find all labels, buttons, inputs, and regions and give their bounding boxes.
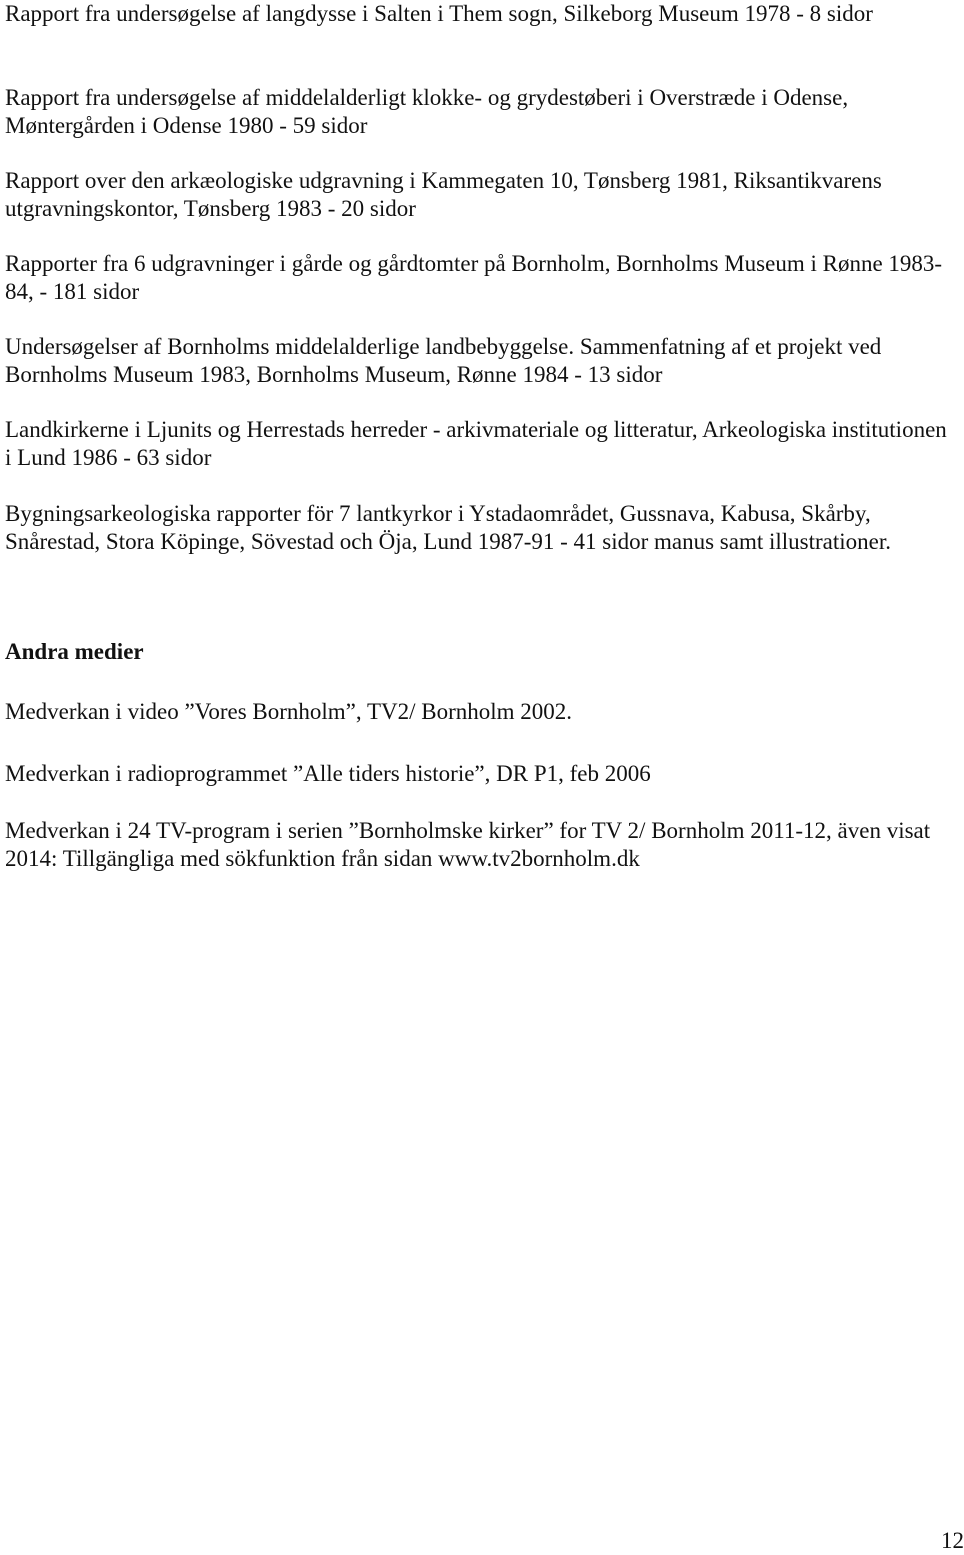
report-entry: Rapporter fra 6 udgravninger i gårde og gårdtomter på Bornholm, Bornholms Museum i Rønne 1983-84, - 181 sidor bbox=[5, 251, 943, 304]
media-entry: Medverkan i video ”Vores Bornholm”, TV2/ Bornholm 2002. bbox=[5, 699, 573, 724]
report-entry: Undersøgelser af Bornholms middelalderlige landbebyggelse. Sammenfatning af et projekt ved Bornholms Museum 1983, Bornholms Museum, Rønne 1984 - 13 sidor bbox=[5, 334, 882, 387]
media-entry: Medverkan i radioprogrammet ”Alle tiders historie”, DR P1, feb 2006 bbox=[5, 761, 651, 786]
report-entry: Rapport fra undersøgelse af langdysse i Salten i Them sogn, Silkeborg Museum 1978 - 8 sidor bbox=[5, 1, 873, 26]
report-entry: Bygningsarkeologiska rapporter för 7 lantkyrkor i Ystadaområdet, Gussnava, Kabusa, Skårby, Snårestad, Stora Köpinge, Sövestad och Öja, Lund 1987-91 - 41 sidor manus samt illustrationer. bbox=[5, 501, 892, 554]
report-entry: Rapport over den arkæologiske udgravning i Kammegaten 10, Tønsberg 1981, Riksantikvarens utgravningskontor, Tønsberg 1983 - 20 sidor bbox=[5, 168, 882, 221]
section-heading: Andra medier bbox=[5, 639, 144, 664]
report-entry: Landkirkerne i Ljunits og Herrestads herreder - arkivmateriale og litteratur, Arkeologiska institutionen i Lund 1986 - 63 sidor bbox=[5, 417, 947, 470]
report-entry: Rapport fra undersøgelse af middelalderligt klokke- og grydestøberi i Overstræde i Odense, Møntergården i Odense 1980 - 59 sidor bbox=[5, 85, 849, 138]
page-number: 12 bbox=[941, 1528, 964, 1553]
media-entry: Medverkan i 24 TV-program i serien ”Bornholmske kirker” for TV 2/ Bornholm 2011-12, även visat 2014: Tillgängliga med sökfunktion från sidan www.tv2bornholm.dk bbox=[5, 818, 931, 871]
